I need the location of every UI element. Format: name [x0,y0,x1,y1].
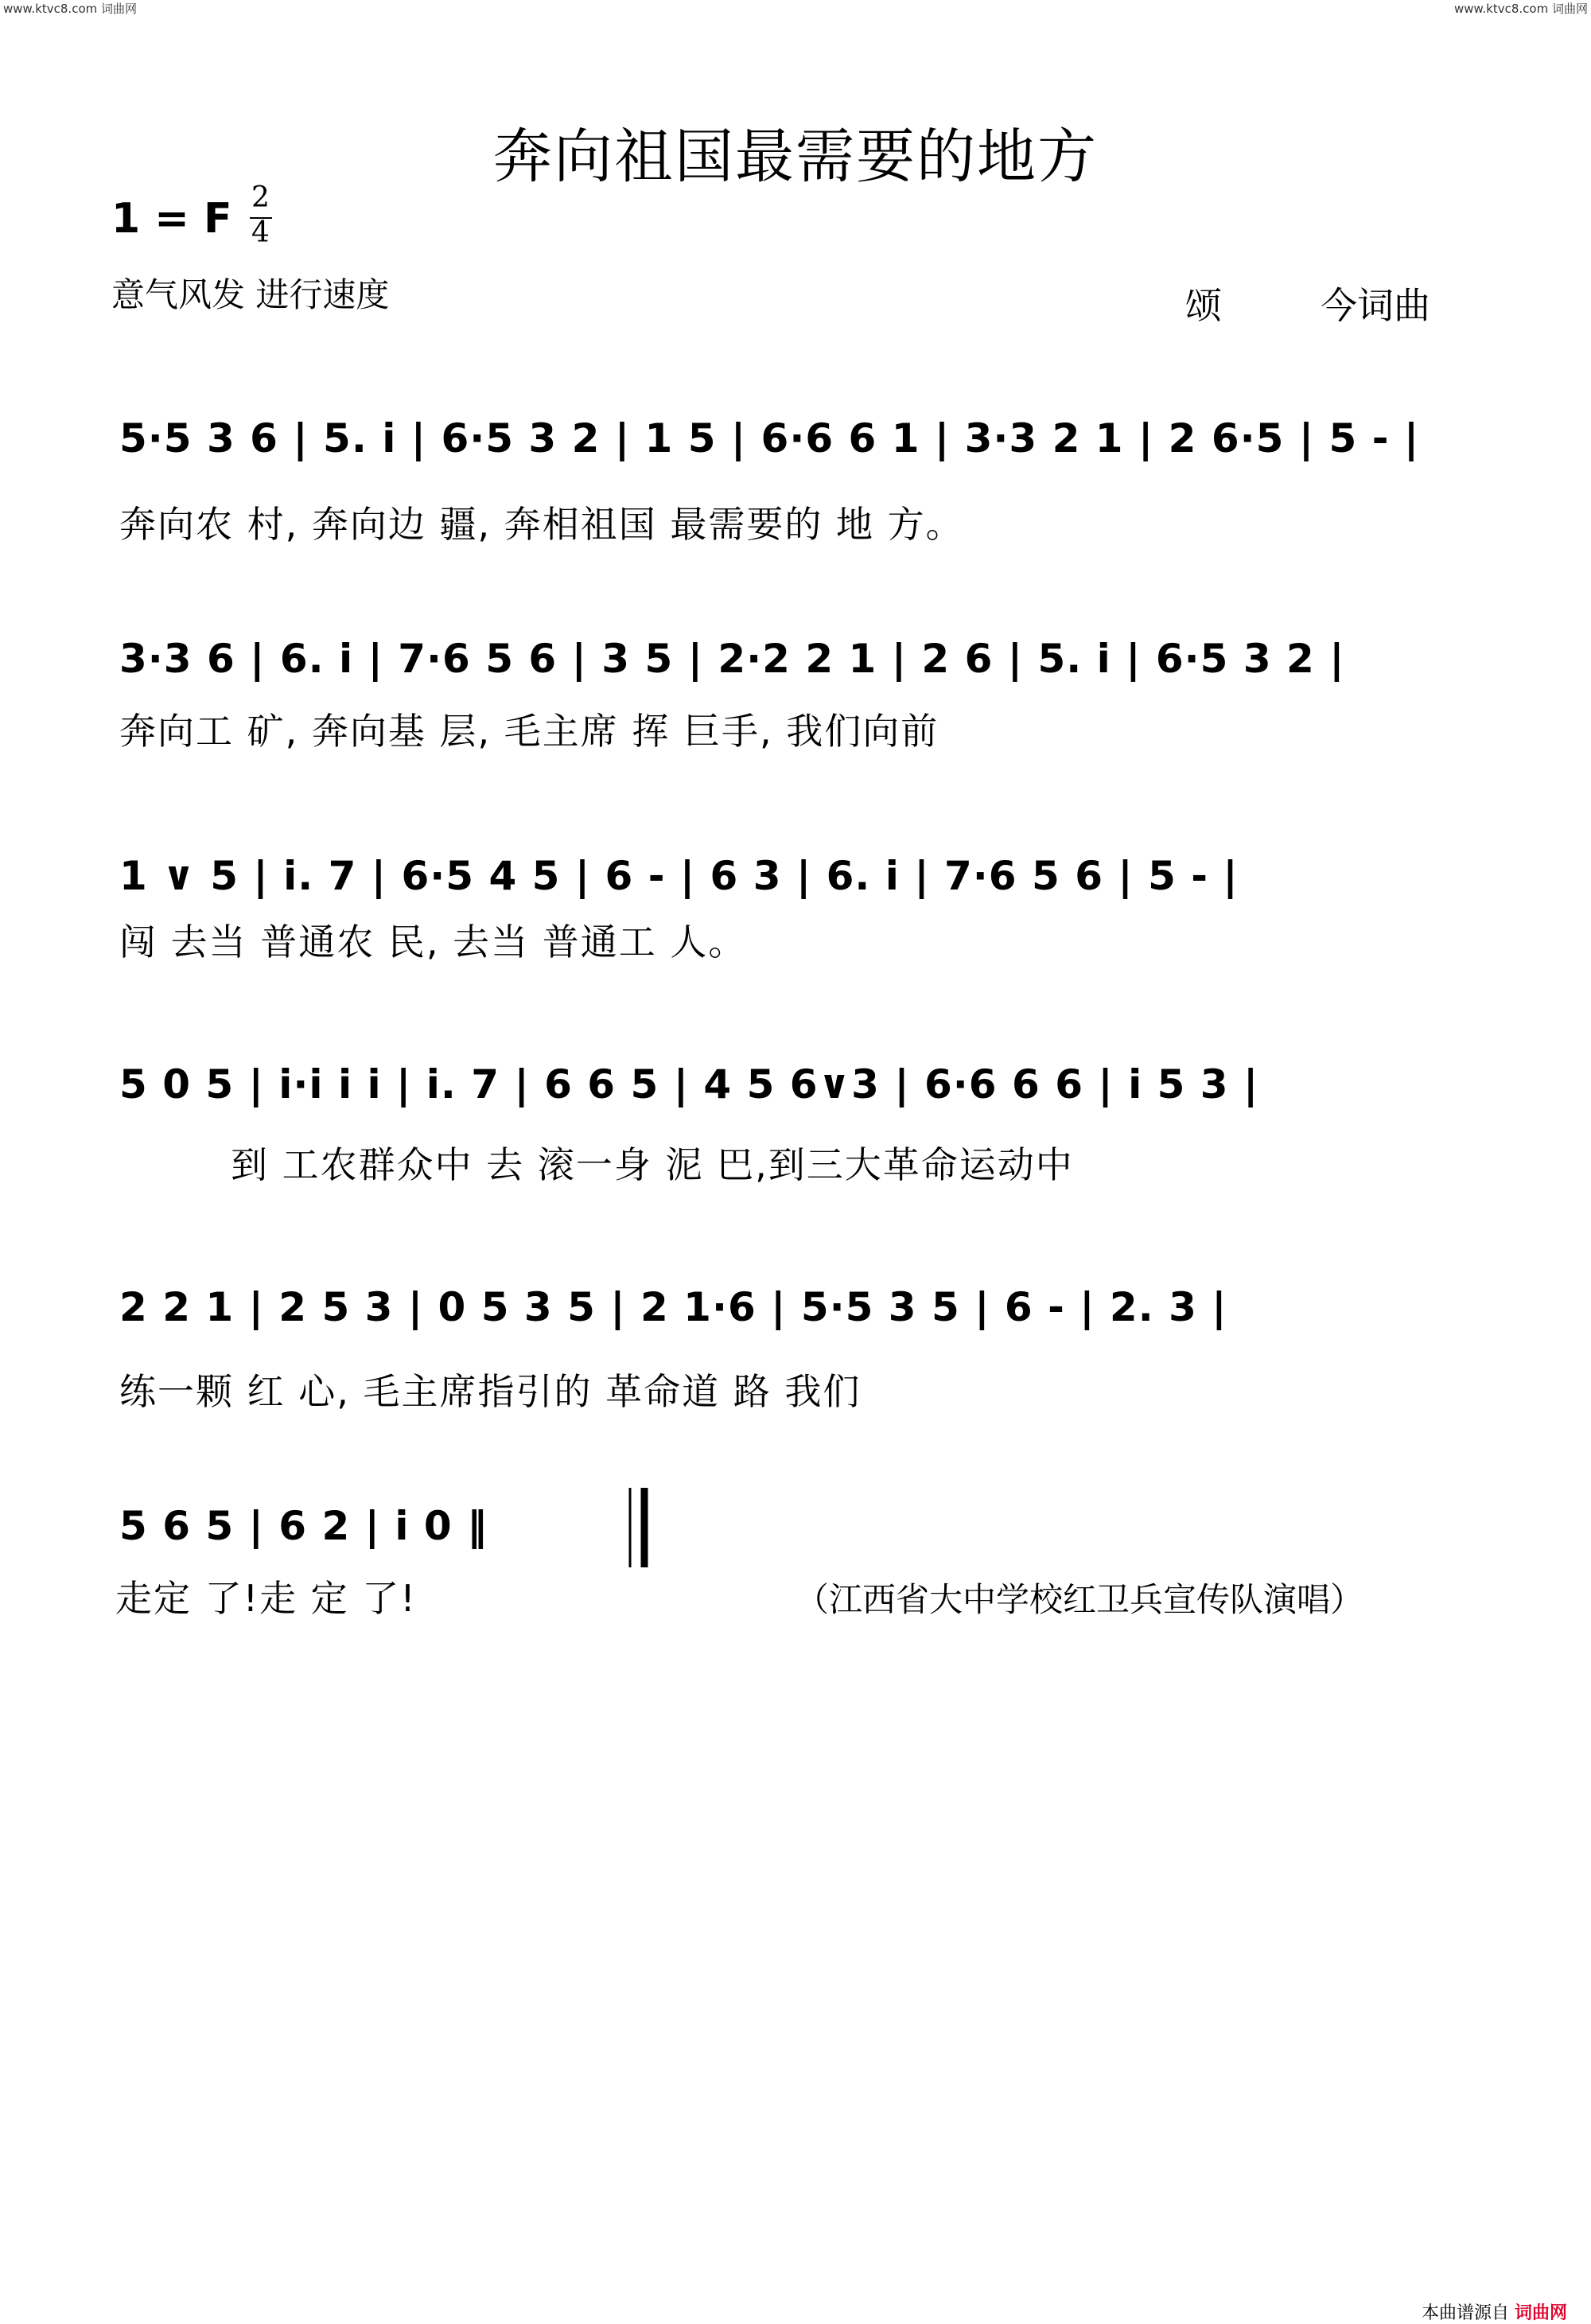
notes-line-5: 2 2 1 | 2 5 3 | 0 5 3 5 | 2 1·6 | 5·5 3 5 | 6 - | 2. 3 | [119,1284,1227,1330]
lyrics-line-4: 到 工农群众中 去 滚一身 泥 巴,到三大革命运动中 [231,1143,1074,1186]
notes-line-3: 1 ∨ 5 | i. 7 | 6·5 4 5 | 6 - | 6 3 | 6. i | 7·6 5 6 | 5 - | [119,853,1239,899]
footer-source [1422,2299,1567,2324]
system-2 [119,636,1345,753]
system-6 [115,1488,644,1620]
notes-line-4: 5 0 5 | i·i i i | i. 7 | 6 6 5 | 4 5 6∨3 | 6·6 6 6 | i 5 3 | [119,1061,1259,1108]
system-5 [119,1284,1227,1413]
time-signature-bottom: 4 [251,216,270,249]
performer-note: （江西省大中学校红卫兵宣传队演唱） [796,1580,1364,1619]
footer-text: 本曲谱源自 [1421,2303,1509,2323]
system-1 [119,415,1419,546]
notes-line-1: 5·5 3 6 | 5. i | 6·5 3 2 | 1 5 | 6·6 6 1 | 3·3 2 1 | 2 6·5 | 5 - | [119,415,1420,461]
composer-credit: 今词曲 [1321,284,1430,327]
notes-line-2: 3·3 6 | 6. i | 7·6 5 6 | 3 5 | 2·2 2 1 | 2 6 | 5. i | 6·5 3 2 | [119,636,1345,682]
song-title: 奔向祖国最需要的地方 [493,123,1098,191]
lyrics-line-1: 奔向农 村, 奔向边 疆, 奔相祖国 最需要的 地 方。 [119,503,964,546]
watermark-right: www.ktvc8.com 词曲网 [1453,2,1588,16]
system-4 [119,1061,1258,1186]
watermark-left: www.ktvc8.com 词曲网 [3,2,138,16]
lyrics-line-6: 走定 了!走 定 了! [115,1577,417,1620]
key-signature: 1 = F [111,195,232,243]
lyrics-line-3: 闯 去当 普通农 民, 去当 普通工 人。 [119,921,747,963]
time-signature-top: 2 [251,181,270,214]
lyrics-line-2: 奔向工 矿, 奔向基 层, 毛主席 挥 巨手, 我们向前 [119,710,939,753]
system-3 [119,853,1239,963]
lyrics-line-5: 练一颗 红 心, 毛主席指引的 革命道 路 我们 [119,1370,862,1413]
notes-line-6: 5 6 5 | 6 2 | i 0 ‖ [119,1503,488,1549]
tempo-marking: 意气风发 进行速度 [111,275,390,314]
lyricist-credit: 颂 [1185,284,1222,327]
footer-brand: 词曲网 [1514,2303,1567,2323]
